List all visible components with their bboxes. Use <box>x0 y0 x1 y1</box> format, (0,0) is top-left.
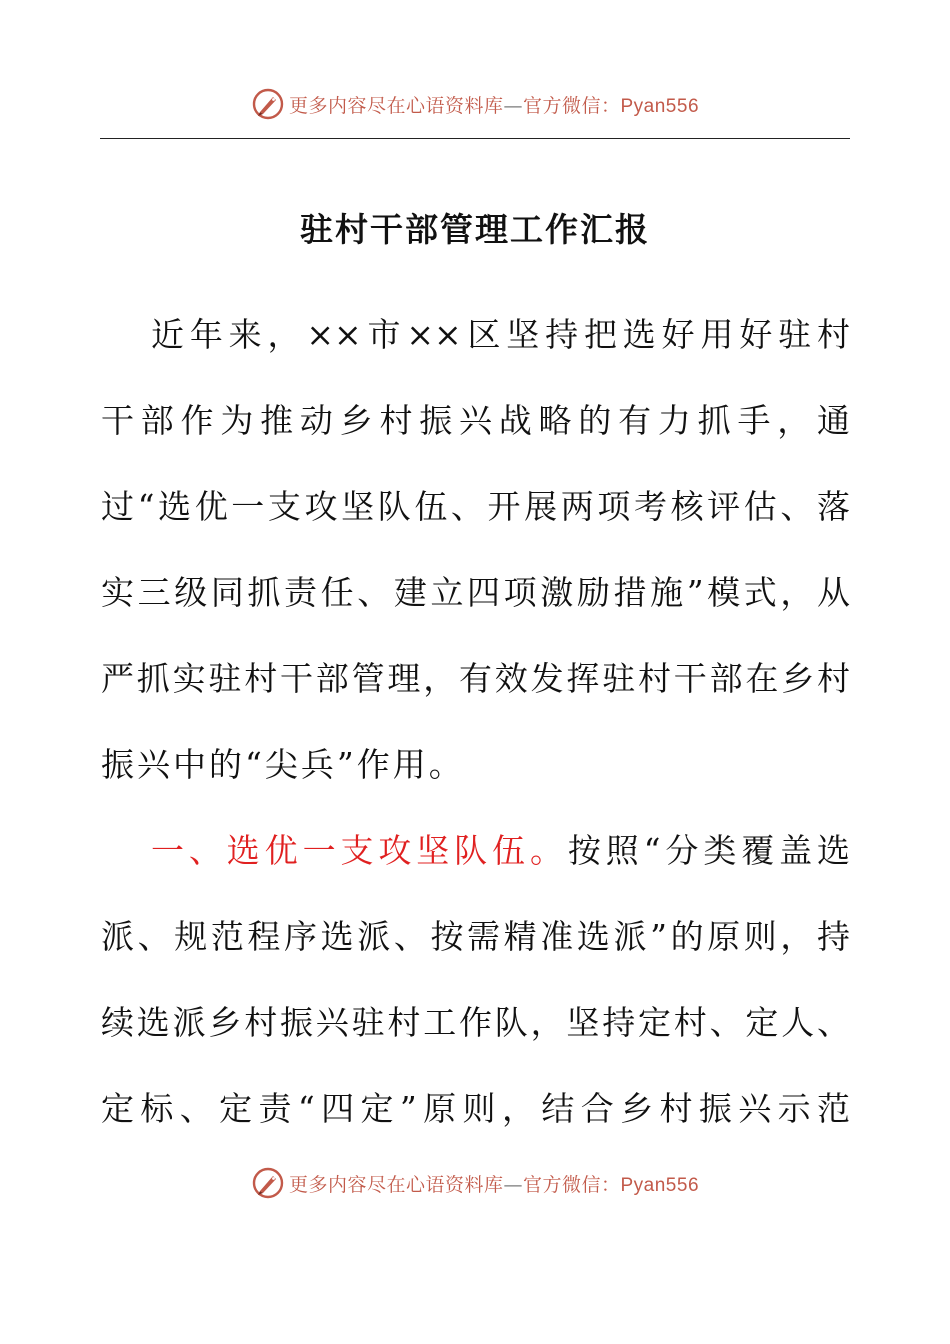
header-divider <box>100 138 850 139</box>
paragraph-line: 实三级同抓责任、建立四项激励措施”模式，从 <box>101 573 850 612</box>
watermark-text: 更多内容尽在心语资料库—官方微信：Pyan556 <box>288 94 700 117</box>
section-line-rest: 按照“分类覆盖选 <box>567 831 851 870</box>
footer-watermark <box>0 1163 950 1203</box>
paragraph-line: 严抓实驻村干部管理，有效发挥驻村干部在乡村 <box>101 659 850 698</box>
document-title: 驻村干部管理工作汇报 <box>300 210 650 249</box>
watermark-text: 更多内容尽在心语资料库—官方微信：Pyan556 <box>288 1173 700 1196</box>
header-watermark <box>0 84 950 124</box>
pen-nib-circle-icon <box>251 87 285 121</box>
paragraph-line: 过“选优一支攻坚队伍、开展两项考核评估、落 <box>101 487 850 526</box>
document-body <box>101 292 850 1152</box>
section-heading: 一、选优一支攻坚队伍。 <box>151 831 568 870</box>
pen-nib-circle-icon <box>251 1166 285 1200</box>
section-first-line <box>101 808 850 894</box>
paragraph-line: 干部作为推动乡村振兴战略的有力抓手，通 <box>101 401 850 440</box>
paragraph-line: 振兴中的“尖兵”作用。 <box>101 745 465 784</box>
paragraph-line: 续选派乡村振兴驻村工作队，坚持定村、定人、 <box>101 1003 850 1042</box>
paragraph-line: 定标、定责“四定”原则，结合乡村振兴示范 <box>101 1089 850 1128</box>
paragraph-line: 近年来，××市××区坚持把选好用好驻村 <box>151 315 850 354</box>
paragraph-line: 派、规范程序选派、按需精准选派”的原则，持 <box>101 917 850 956</box>
